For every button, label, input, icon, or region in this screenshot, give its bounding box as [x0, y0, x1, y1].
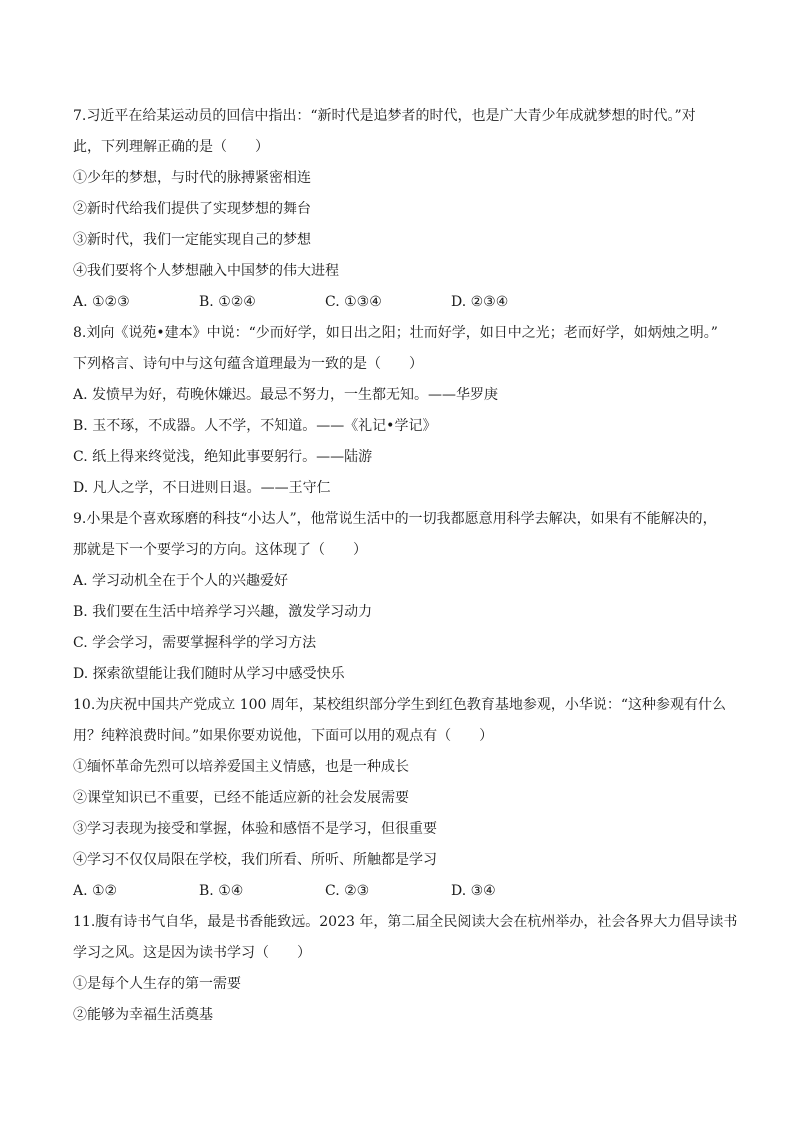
statement-item: ①少年的梦想，与时代的脉搏紧密相连	[73, 170, 311, 186]
choice-row	[73, 876, 725, 907]
statement-item: ②新时代给我们提供了实现梦想的舞台	[73, 201, 311, 217]
statement-item: ②课堂知识已不重要，已经不能适应新的社会发展需要	[73, 790, 409, 806]
option-d: D. 探索欲望能让我们随时从学习中感受快乐	[73, 666, 345, 682]
question-stem-line: 8.刘向《说苑•建本》中说：“少而好学，如日出之阳；壮而好学，如日中之光；老而好学，如炳烛之明。”	[73, 325, 718, 341]
choice-c: C. ②③	[325, 883, 370, 899]
choice-b: B. ①②④	[199, 294, 256, 310]
option-b: B. 玉不琢，不成器。人不学，不知道。——《礼记•学记》	[73, 418, 437, 434]
option-b: B. 我们要在生活中培养学习兴趣，激发学习动力	[73, 604, 373, 620]
statement-item: ④我们要将个人梦想融入中国梦的伟大进程	[73, 263, 339, 279]
statement-item: ①缅怀革命先烈可以培养爱国主义情感，也是一种成长	[73, 759, 409, 775]
question-stem-line: 9.小果是个喜欢琢磨的科技“小达人”，他常说生活中的一切我都愿意用科学去解决，如果有不能解决的，	[73, 511, 717, 527]
question-stem-line: 此，下列理解正确的是（ ）	[73, 139, 269, 155]
question-7	[73, 101, 725, 318]
statement-item: ②能够为幸福生活奠基	[73, 1007, 213, 1023]
choice-d: D. ③④	[451, 883, 496, 899]
question-stem-line: 10.为庆祝中国共产党成立 100 周年，某校组织部分学生到红色教育基地参观，小华说：“这种参观有什么	[73, 697, 727, 713]
option-c: C. 纸上得来终觉浅，绝知此事要躬行。——陆游	[73, 449, 373, 465]
question-stem-line: 学习之风。这是因为读书学习（ ）	[73, 945, 311, 961]
choice-a: A. ①②	[73, 883, 118, 899]
question-list	[73, 101, 738, 1031]
statement-item: ①是每个人生存的第一需要	[73, 976, 241, 992]
choice-a: A. ①②③	[73, 294, 130, 310]
question-stem-line: 那就是下一个要学习的方向。这体现了（ ）	[73, 542, 367, 558]
choice-b: B. ①④	[199, 883, 244, 899]
question-9	[73, 504, 725, 690]
statement-item: ③新时代，我们一定能实现自己的梦想	[73, 232, 311, 248]
choice-row	[73, 287, 725, 318]
statement-item: ③学习表现为接受和掌握，体验和感悟不是学习，但很重要	[73, 821, 437, 837]
option-a: A. 发愤早为好，苟晚休嫌迟。最忌不努力，一生都无知。——华罗庚	[73, 387, 499, 403]
question-8	[73, 318, 725, 504]
option-d: D. 凡人之学，不日进则日退。——王守仁	[73, 480, 331, 496]
option-c: C. 学会学习，需要掌握科学的学习方法	[73, 635, 317, 651]
option-a: A. 学习动机全在于个人的兴趣爱好	[73, 573, 289, 589]
choice-d: D. ②③④	[451, 294, 509, 310]
question-11	[73, 907, 738, 1031]
question-stem-line: 用？纯粹浪费时间。”如果你要劝说他，下面可以用的观点有（ ）	[73, 728, 494, 744]
choice-c: C. ①③④	[325, 294, 382, 310]
question-stem-line: 7.习近平在给某运动员的回信中指出：“新时代是追梦者的时代，也是广大青少年成就梦想的时代。”对	[73, 108, 696, 124]
question-10	[73, 690, 725, 907]
question-stem-line: 下列格言、诗句中与这句蕴含道理最为一致的是（ ）	[73, 356, 423, 372]
question-stem-line: 11.腹有诗书气自华，最是书香能致远。2023 年，第二届全民阅读大会在杭州举办，社会各界大力倡导读书	[73, 914, 738, 930]
statement-item: ④学习不仅仅局限在学校，我们所看、所听、所触都是学习	[73, 852, 437, 868]
